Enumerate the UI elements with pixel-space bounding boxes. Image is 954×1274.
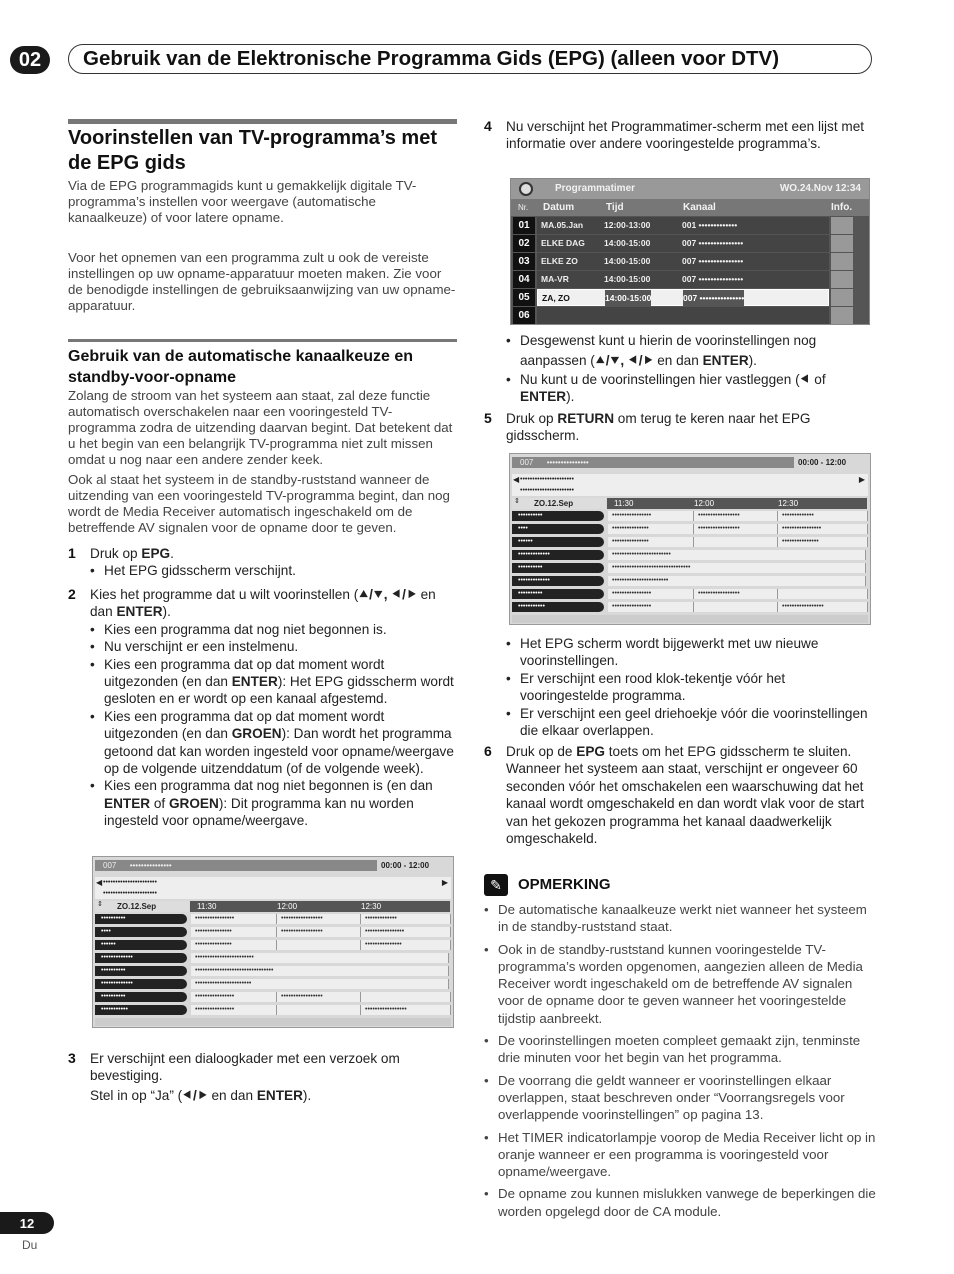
arrow-keys: ⯇/⯈ xyxy=(182,1087,208,1103)
subsection-heading: Gebruik van de automatische kanaalkeuze en standby-voor-opname xyxy=(68,348,414,386)
epg-program-cell[interactable]: •••••••••••••••• xyxy=(191,914,277,924)
epg-program-cell[interactable]: •••••••••••••••• xyxy=(778,524,868,534)
bullet-text: en dan xyxy=(653,353,703,368)
pencil-icon: ✎ xyxy=(484,874,508,896)
epg-program-cell[interactable] xyxy=(694,602,778,612)
epg-program-cell[interactable]: ••••••••••••••••• xyxy=(778,602,868,612)
section-heading: Voorinstellen van TV-programma’s met de EPG gids xyxy=(68,127,437,174)
epg-program-cell[interactable]: •••••••••••••••• xyxy=(191,992,277,1002)
step-4-notes xyxy=(506,331,876,406)
epg-program-cell[interactable]: ••••••••••••••• xyxy=(191,927,277,937)
epg-program-cell[interactable]: ••••••••••••• xyxy=(778,511,868,521)
step-text: ). xyxy=(162,604,171,620)
step-number: 5 xyxy=(484,410,492,426)
epg-channel: 007 xyxy=(520,458,534,467)
epg-program-cell[interactable]: ••••••••••••••••• xyxy=(694,511,778,521)
right-arrow-icon[interactable]: ▶ xyxy=(858,475,865,484)
timer-row[interactable] xyxy=(511,217,869,234)
timer-info-cell xyxy=(831,271,853,288)
bullet-text: ). xyxy=(748,353,757,368)
timer-cell: 14:00-15:00 xyxy=(604,256,651,266)
bullet: • Het EPG scherm wordt bijgewerkt met uw nieuwe voorinstellingen. xyxy=(506,635,876,670)
note-item: • Ook in de standby-ruststand kunnen vooringestelde TV-programma’s worden opgenomen, aangezien alleen de Media Receiver wordt ingeschakeld om de betreffende AV signalen voor de opname door te geven wanneer het vooringestelde tijdstip aanbreekt. xyxy=(484,941,876,1027)
note-item: • De voorinstellingen moeten compleet gemaakt zijn, tenminste drie minuten voor het begin van het programma. xyxy=(484,1032,876,1067)
step-text: Druk op xyxy=(90,546,142,561)
epg-program-cell[interactable]: •••••••••••••••• xyxy=(191,1005,277,1015)
epg-channel-label[interactable]: ••••••••••••• xyxy=(512,550,604,560)
epg-program-cell[interactable]: ••••••••••••••• xyxy=(608,537,694,547)
timer-row-number: 01 xyxy=(513,217,535,234)
bullet-text: Nu kunt u de voorinstellingen hier vastleggen ( xyxy=(520,372,800,387)
epg-program-cell[interactable]: •••••••••••••••••••••••••••••••• xyxy=(608,563,866,573)
epg-program-cell[interactable]: ••••••••••••••••• xyxy=(277,914,361,924)
clock-icon xyxy=(519,182,533,196)
epg-program-cell[interactable]: ••••••••••••••••• xyxy=(361,1005,451,1015)
body-paragraph-2: Ook al staat het systeem in de standby-ruststand wanneer de uitzending van een vooringesteld TV-programma begint, dan nog wordt de Media Receiver automatisch ingeschakeld om de betreffende AV signalen voor de opname door te geven. xyxy=(68,472,450,535)
note-list xyxy=(484,901,876,1225)
epg-timeslot: 12:00 xyxy=(277,902,298,911)
step-6 xyxy=(484,743,874,847)
timer-info-cell xyxy=(831,217,853,234)
epg-program-cell[interactable]: ••••••••••••••••••••••• xyxy=(608,576,866,586)
epg-guide-screen xyxy=(92,856,454,1028)
timer-row[interactable] xyxy=(511,271,869,288)
timer-cell: 007 ••••••••••••••• xyxy=(682,274,744,284)
step-text: Nu verschijnt het Programmatimer-scherm met een lijst met informatie over andere vooringestelde programma’s. xyxy=(506,119,865,152)
timer-row-number: 05 xyxy=(513,289,535,306)
section-rule xyxy=(68,119,457,124)
timer-cell: 007 ••••••••••••••• xyxy=(682,238,744,248)
timer-row-body xyxy=(537,289,829,306)
timer-cell: ELKE ZO xyxy=(541,256,578,266)
col-nr: Nr. xyxy=(518,203,529,212)
step-2 xyxy=(68,586,457,830)
bullet-text: Desgewenst kunt u hierin de voorinstellingen nog aanpassen ( xyxy=(520,333,817,368)
chapter-number-badge: 02 xyxy=(10,46,50,74)
bullet: • Het EPG gidsscherm verschijnt. xyxy=(90,562,457,579)
up-down-icon[interactable]: ⇕ xyxy=(97,901,103,908)
epg-program-cell[interactable] xyxy=(277,940,361,950)
epg-program-cell[interactable]: ••••••••••••••••• xyxy=(694,589,778,599)
epg-program-cell[interactable] xyxy=(778,589,868,599)
bullet xyxy=(90,708,457,778)
bullet xyxy=(90,777,457,829)
intro-paragraph-1: Via de EPG programmagids kunt u gemakkelijk digitale TV-programma’s instellen voor weergave (automatische kanaalkeuze) of voor latere opname. xyxy=(68,178,417,225)
subsection-rule xyxy=(68,339,457,342)
intro-paragraph-2: Voor het opnemen van een programma zult u ook de vereiste instellingen op uw opname-apparatuur moeten maken. Zie voor de benodigde instellingen de gebruiksaanwijzing van uw opname-apparatuur. xyxy=(68,250,456,313)
epg-info-line: •••••••••••••••••••••• xyxy=(520,487,574,494)
epg-info-box xyxy=(512,474,868,496)
epg-channel-label[interactable]: •••• xyxy=(95,927,187,937)
timer-row[interactable] xyxy=(511,289,869,306)
programmatimer-screen xyxy=(510,178,870,325)
bullet: • Kies een programma dat nog niet begonnen is. xyxy=(90,621,457,638)
epg-channel-label[interactable]: •••••••••• xyxy=(512,511,604,521)
bullet-text: of xyxy=(150,795,169,811)
bullet-text: ). xyxy=(566,389,575,405)
chapter-title: Gebruik van de Elektronische Programma Gids (EPG) (alleen voor DTV) xyxy=(68,44,872,74)
epg-program-cell[interactable]: •••••••••••••••••••••••• xyxy=(608,550,866,560)
left-arrow-icon[interactable]: ◀ xyxy=(513,475,520,484)
epg-channel-label[interactable]: •••••• xyxy=(512,537,604,547)
timer-row[interactable] xyxy=(511,235,869,252)
step-number: 1 xyxy=(68,545,76,561)
col-datum: Datum xyxy=(543,202,575,213)
bullet xyxy=(506,371,876,406)
epg-timeslot: 12:00 xyxy=(694,499,715,508)
epg-channel: 007 xyxy=(103,861,117,870)
bullet-text: ): Dan wordt het programma getoond dat kan worden ingesteld voor opname/weergave op de volgende uitzenddatum (of de volgende week). xyxy=(104,726,454,777)
epg-program-cell[interactable]: ••••••••••••••••• xyxy=(277,927,361,937)
epg-program-cell[interactable]: •••••••••••••••••••••••••••••••• xyxy=(191,966,449,976)
bullet: • Er verschijnt een rood klok-tekentje vóór het vooringestelde programma. xyxy=(506,670,876,705)
key-name: ENTER xyxy=(256,1087,303,1103)
key-name: ENTER xyxy=(116,604,163,620)
note-item: • Het TIMER indicatorlampje voorop de Media Receiver licht op in oranje wanneer er een programma is vooringesteld voor opname/weergave. xyxy=(484,1129,876,1181)
key-name: GROEN xyxy=(168,795,219,811)
epg-channel-bar xyxy=(512,457,794,468)
note-item: • De voorrang die geldt wanneer er voorinstellingen elkaar overlappen, staat beschreven onder “Voorrangsregels voor overlappende voorinstellingen” op pagina 13. xyxy=(484,1072,876,1124)
col-info: Info. xyxy=(831,202,853,213)
timer-info-cell xyxy=(831,235,853,252)
bullet-text: ): Het EPG gidsscherm wordt gesloten en er wordt op een kanaal afgestemd. xyxy=(104,674,454,707)
bullet xyxy=(90,656,457,708)
note-title: OPMERKING xyxy=(518,876,611,893)
bullet-text: ): Dit programma kan nu worden ingesteld voor opname/weergave. xyxy=(104,795,414,829)
page-number-badge: 12 xyxy=(0,1212,54,1234)
key-name: ENTER xyxy=(104,795,151,811)
epg-program-cell[interactable]: ••••••••••••••••••••••• xyxy=(191,979,449,989)
epg-program-cell[interactable]: ••••••••••••••••• xyxy=(277,992,361,1002)
epg-channel-name: ••••••••••••••• xyxy=(129,861,172,870)
note-item: • De opname zou kunnen mislukken vanwege de beperkingen die worden opgelegd door de CA module. xyxy=(484,1185,876,1220)
epg-channel-bar xyxy=(95,860,377,871)
step-text: Stel in op “Ja” ( xyxy=(90,1087,183,1103)
step-text: . xyxy=(170,546,174,561)
timer-row-body xyxy=(537,307,829,324)
epg-program-cell[interactable]: •••••••••••••••• xyxy=(608,511,694,521)
timer-row-number: 03 xyxy=(513,253,535,270)
epg-channel-label[interactable]: •••••••••• xyxy=(95,966,187,976)
step-text: Kies het programme dat u wilt voorinstellen ( xyxy=(90,587,359,602)
arrow-keys: ⯅/⯆, ⯇/⯈ xyxy=(594,353,654,368)
timer-header-row xyxy=(511,199,869,216)
key-name: ENTER xyxy=(231,674,278,690)
epg-program-cell[interactable] xyxy=(694,537,778,547)
step-5-notes xyxy=(506,635,876,739)
timer-cell: 14:00-15:00 xyxy=(604,238,651,248)
key-name: GROEN xyxy=(231,726,282,742)
step-text: ). xyxy=(302,1087,312,1103)
bullet xyxy=(506,331,876,371)
step-text: Er verschijnt een dialoogkader met een verzoek om bevestiging. xyxy=(90,1051,400,1084)
timer-row-body xyxy=(537,271,829,288)
language-code: Du xyxy=(22,1238,38,1252)
timer-cell: 12:00-13:00 xyxy=(604,220,651,230)
step-text: Druk op xyxy=(506,411,558,426)
epg-channel-label[interactable]: •••••••••• xyxy=(512,563,604,573)
epg-info-line: •••••••••••••••••••••• xyxy=(103,879,157,886)
step-number: 2 xyxy=(68,586,76,602)
timer-cell: ZA, ZO xyxy=(542,293,570,303)
epg-timeslot: 12:30 xyxy=(778,499,799,508)
timer-cell: 007 ••••••••••••••• xyxy=(682,256,744,266)
epg-info-line: •••••••••••••••••••••• xyxy=(103,890,157,897)
step-number: 3 xyxy=(68,1050,76,1066)
bullet: • Er verschijnt een geel driehoekje vóór die voorinstellingen die elkaar overlappen. xyxy=(506,705,876,740)
timer-row-body xyxy=(537,235,829,252)
epg-info-line: •••••••••••••••••••••• xyxy=(520,476,574,483)
body-paragraph-1: Zolang de stroom van het systeem aan staat, zal deze functie automatisch overschakelen naar een vooringesteld TV-programma zodra de uitzending daarvan begint. Dat betekent dat u het begin van een belangrijk TV-programma niet zult missen omdat u nog naar een andere zender keek. xyxy=(68,388,453,467)
step-text: om terug te keren naar het EPG gidsscherm. xyxy=(506,411,811,444)
timer-cell: 007 ••••••••••••••• xyxy=(683,290,744,307)
step-number: 6 xyxy=(484,743,492,759)
timer-cell: 14:00-15:00 xyxy=(604,274,651,284)
epg-channel-name: ••••••••••••••• xyxy=(546,458,589,467)
epg-channel-label[interactable]: ••••••••••• xyxy=(512,602,604,612)
step-paragraph: Wanneer het systeem aan staat, verschijnt er ongeveer 60 seconden vóór het omschakelen een waarschuwing dat het kanaal wordt omgeschakeld en dan wordt vlak voor de start van het gekozen programma het kanaal daadwerkelijk omgeschakeld. xyxy=(506,761,865,847)
col-tijd: Tijd xyxy=(606,202,624,213)
epg-channel-label[interactable]: •••• xyxy=(512,524,604,534)
step-text: en dan xyxy=(207,1087,257,1103)
note-item: • De automatische kanaalkeuze werkt niet wanneer het systeem in de standby-ruststand staat. xyxy=(484,901,876,936)
arrow-keys: ⯇ xyxy=(799,372,811,387)
epg-date: ZO.12.Sep xyxy=(512,498,606,509)
step-number: 4 xyxy=(484,118,492,134)
step-3 xyxy=(68,1050,457,1104)
epg-time-range: 00:00 - 12:00 xyxy=(798,458,847,467)
epg-program-cell[interactable]: •••••••••••••••• xyxy=(608,589,694,599)
up-down-icon[interactable]: ⇕ xyxy=(514,498,520,505)
step-text: en dan xyxy=(90,587,436,620)
step-4 xyxy=(484,118,874,153)
epg-program-cell[interactable]: ••••••••••••••• xyxy=(778,537,868,547)
epg-program-cell[interactable] xyxy=(277,1005,361,1015)
timer-date: WO.24.Nov 12:34 xyxy=(779,183,861,194)
timer-title: Programmatimer xyxy=(555,183,636,194)
timer-cell: MA.05.Jan xyxy=(541,220,584,230)
timer-cell: 14:00-15:00 xyxy=(605,290,651,307)
key-name: EPG xyxy=(141,546,171,561)
timer-row[interactable] xyxy=(511,307,869,324)
epg-channel-label[interactable]: ••••••••••• xyxy=(95,1005,187,1015)
epg-channel-label[interactable]: •••••••••• xyxy=(512,589,604,599)
epg-channel-label[interactable]: ••••••••••••• xyxy=(95,979,187,989)
timer-row-body xyxy=(537,217,829,234)
timer-row-body xyxy=(537,253,829,270)
epg-channel-label[interactable]: ••••••••••••• xyxy=(512,576,604,586)
epg-program-cell[interactable]: •••••••••••••••••••••••• xyxy=(191,953,449,963)
timer-info-cell xyxy=(831,289,853,306)
timer-row-number: 04 xyxy=(513,271,535,288)
timer-row-number: 06 xyxy=(513,307,535,324)
bullet-text: Kies een programma dat nog niet begonnen is (en dan xyxy=(104,778,433,794)
bullet-text: of xyxy=(810,372,826,387)
epg-channel-label[interactable]: •••••••••• xyxy=(95,992,187,1002)
step-5 xyxy=(484,410,874,445)
step-text: Druk op de xyxy=(506,744,577,759)
epg-program-cell[interactable]: •••••••••••••••• xyxy=(361,927,451,937)
epg-channel-label[interactable]: •••••••••• xyxy=(95,914,187,924)
timer-info-cell xyxy=(831,307,853,324)
bullet-text: Kies een programma dat op dat moment wordt uitgezonden (en dan xyxy=(104,656,385,690)
right-arrow-icon[interactable]: ▶ xyxy=(441,878,448,887)
epg-program-cell[interactable]: ••••••••••••••• xyxy=(361,940,451,950)
epg-program-cell[interactable]: ••••••••••••••••• xyxy=(694,524,778,534)
key-name: EPG xyxy=(576,744,605,759)
timer-title-bar xyxy=(511,179,869,199)
step-1 xyxy=(68,545,457,580)
epg-channel-label[interactable]: •••••• xyxy=(95,940,187,950)
timer-cell: 001 ••••••••••••• xyxy=(682,220,738,230)
timer-cell: MA-VR xyxy=(541,274,569,284)
epg-timeslot: 12:30 xyxy=(361,902,382,911)
epg-date: ZO.12.Sep xyxy=(95,901,189,912)
epg-program-cell[interactable]: ••••••••••••• xyxy=(361,914,451,924)
timer-row-number: 02 xyxy=(513,235,535,252)
left-arrow-icon[interactable]: ◀ xyxy=(96,878,103,887)
timer-cell: ELKE DAG xyxy=(541,238,585,248)
epg-program-cell[interactable]: ••••••••••••••• xyxy=(191,940,277,950)
epg-timeslot: 11:30 xyxy=(614,499,634,508)
epg-channel-label[interactable]: ••••••••••••• xyxy=(95,953,187,963)
bullet-text: Kies een programma dat op dat moment wordt uitgezonden (en dan xyxy=(104,708,385,742)
epg-program-cell[interactable]: •••••••••••••••• xyxy=(608,602,694,612)
key-name: RETURN xyxy=(557,411,615,426)
epg-timeslot: 11:30 xyxy=(197,902,217,911)
col-kanaal: Kanaal xyxy=(683,202,716,213)
timer-row[interactable] xyxy=(511,253,869,270)
arrow-keys: ⯅/⯆, ⯇/⯈ xyxy=(358,587,417,602)
step-text: toets om het EPG gidsscherm te sluiten. xyxy=(605,744,852,759)
epg-guide-screen-updated xyxy=(509,453,871,625)
epg-info-box xyxy=(95,877,451,899)
epg-time-range: 00:00 - 12:00 xyxy=(381,861,430,870)
epg-program-cell[interactable]: ••••••••••••••• xyxy=(608,524,694,534)
key-name: ENTER xyxy=(520,389,567,405)
epg-program-cell[interactable] xyxy=(361,992,451,1002)
key-name: ENTER xyxy=(702,353,749,368)
bullet: • Nu verschijnt er een instelmenu. xyxy=(90,638,457,655)
timer-info-cell xyxy=(831,253,853,270)
